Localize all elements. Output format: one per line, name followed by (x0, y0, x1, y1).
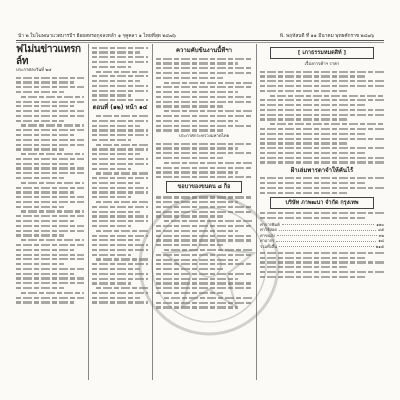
masthead-subtitle: ประกาศลงวันที่ ๒๔ (16, 68, 52, 73)
page-header-right: พิ. พฤหัสบดี ที่ ๑๑ มีนาคม พุทธศักราช ๒๔๗๖ (279, 34, 374, 39)
masthead: ฟไม่นข่าวแทรกล์ท (16, 44, 81, 67)
page-header-left: น้า ๒ ใบโฆษณาแวตบารบีฯ ฮ้อยสหรอกุจลงหล้า ๑ ๆคูคลา ๑ ไทยที่สุด ๒๔๗๖ (18, 34, 176, 39)
top-rule-thin (16, 42, 384, 43)
column-1 (16, 44, 84, 384)
col3-subtitle: ประกาศกระทรวงมหาดไทย (178, 134, 230, 140)
col3-box-title: ขอบาของขนตน ๘ ก็อ (166, 181, 242, 193)
col4-title: [ เภาธรรมหมดสิท์ ] (270, 47, 374, 59)
column-4 (260, 44, 384, 384)
table-cell-value: ๑๒๐ (376, 221, 384, 227)
table-cell-value: ๑๘ (378, 238, 384, 244)
col1-text (16, 77, 84, 304)
newspaper-page (16, 40, 384, 384)
col2-heading: ตอนที่ (๑๒) หน้า ๑๔ (92, 104, 148, 112)
col4-section-title: ฝ้าเล่มพารตาจำให้คันไร้ (290, 166, 354, 174)
column-2 (92, 44, 148, 384)
table-cell-label: ค่าอากร (260, 238, 275, 244)
table-cell-label: ค่าใช้สอย (260, 227, 277, 233)
table-cell-value: ๓๒ (378, 232, 384, 238)
column-divider (88, 44, 89, 380)
column-3 (156, 44, 252, 384)
table-row (260, 244, 384, 250)
col4-table (260, 222, 384, 250)
table-cell-label: ค่าขนส่ง (260, 232, 275, 238)
table-cell-value: ๔๕ (377, 227, 384, 233)
col4-box-title: บริษัท ภาพฒนา จำกัด กรุงเทพ (270, 197, 374, 209)
col3-title: ความคับข้นงานนี้ทีฯา (176, 47, 232, 54)
col4-subtitle: เรื่องการค้าฯ ราคา (304, 62, 340, 67)
table-cell-value: ๒๑๕ (375, 243, 384, 249)
table-cell-label: ค่าการพิมพ์ (260, 221, 280, 227)
table-cell-label: รวมทั้งสิ้น (260, 243, 277, 249)
